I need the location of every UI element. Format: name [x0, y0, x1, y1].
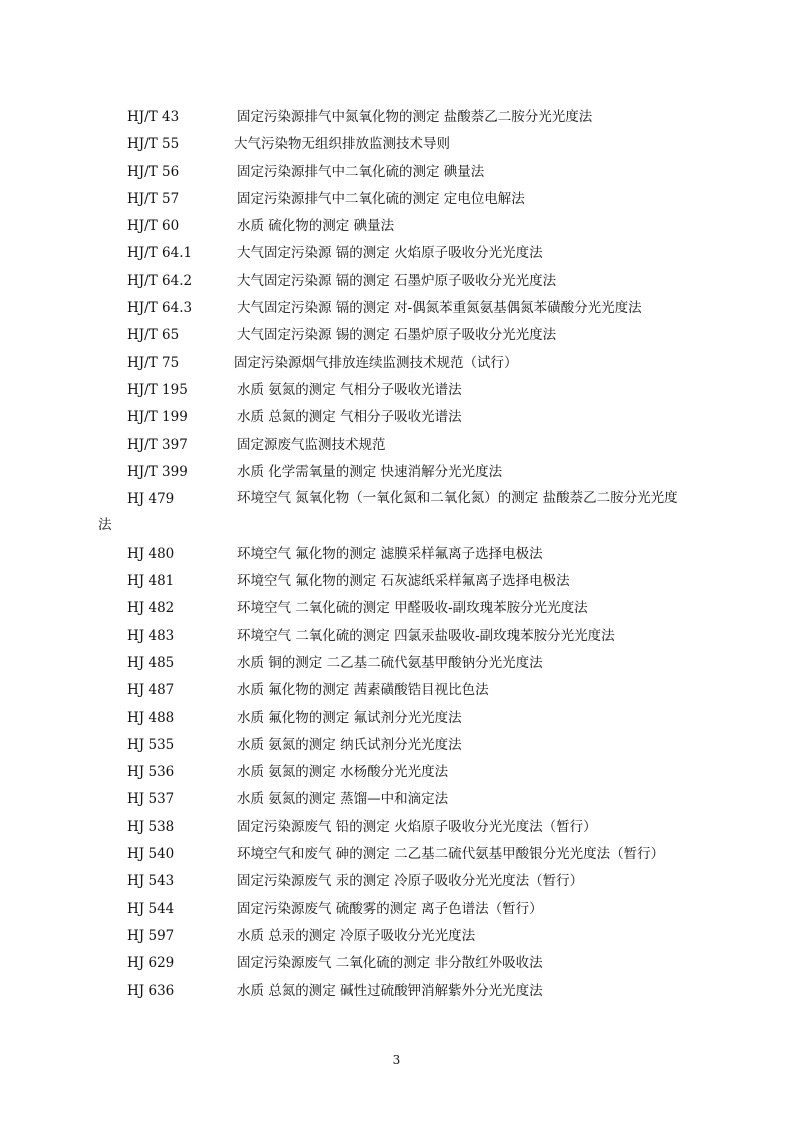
standard-row — [0, 923, 793, 950]
standard-title: 大气污染物无组织排放监测技术导则 — [234, 136, 450, 153]
standard-title: 水质 化学需氧量的测定 快速消解分光光度法 — [237, 463, 503, 480]
standard-title: 固定污染源废气 汞的测定 冷原子吸收分光光度法（暂行） — [237, 873, 584, 890]
standard-title-main: 环境空气 氮氧化物（一氧化氮和二氧化氮）的测定 盐酸萘乙二胺分光光度 — [237, 490, 678, 507]
standard-code: HJ 488 — [127, 709, 175, 726]
standard-row — [0, 432, 793, 459]
standard-row — [0, 623, 793, 650]
standard-code: HJ/T 56 — [127, 163, 180, 180]
standard-row — [0, 159, 793, 186]
standard-title: 水质 氨氮的测定 纳氏试剂分光光度法 — [237, 736, 462, 753]
standard-row — [0, 568, 793, 595]
standard-code: HJ 544 — [127, 900, 175, 917]
standard-title: 水质 硫化物的测定 碘量法 — [237, 218, 395, 235]
standard-row — [0, 650, 793, 677]
standard-row — [0, 131, 793, 158]
standard-title: 水质 铜的测定 二乙基二硫代氨基甲酸钠分光光度法 — [237, 654, 543, 671]
standard-title: 大气固定污染源 镉的测定 火焰原子吸收分光光度法 — [237, 245, 543, 262]
standard-code: HJ/T 55 — [127, 136, 180, 153]
standard-title: 环境空气和废气 砷的测定 二乙基二硫代氨基甲酸银分光光度法（暂行） — [237, 846, 665, 863]
standard-code: HJ/T 64.1 — [127, 245, 193, 262]
standard-code: HJ 538 — [127, 818, 175, 835]
standard-title: 水质 总氮的测定 气相分子吸收光谱法 — [237, 409, 462, 426]
standard-title: 水质 氟化物的测定 茜素磺酸锆目视比色法 — [237, 682, 489, 699]
standard-code: HJ 480 — [127, 545, 175, 562]
standard-title: 环境空气 二氧化硫的测定 四氯汞盐吸收-副玫瑰苯胺分光光度法 — [237, 627, 615, 644]
standard-title: 固定源废气监测技术规范 — [237, 436, 386, 453]
standard-row — [0, 295, 793, 322]
standard-code: HJ/T 64.3 — [127, 300, 193, 317]
standard-title: 水质 氟化物的测定 氟试剂分光光度法 — [237, 709, 462, 726]
standard-code: HJ 543 — [127, 873, 175, 890]
standard-code: HJ 479 — [127, 491, 175, 508]
standard-code: HJ/T 57 — [127, 190, 180, 207]
standard-row — [0, 377, 793, 404]
standard-row — [0, 104, 793, 131]
standard-code: HJ/T 397 — [127, 436, 188, 453]
standard-row — [0, 950, 793, 977]
standard-code: HJ/T 199 — [127, 409, 188, 426]
standard-code: HJ 629 — [127, 955, 175, 972]
standard-code: HJ 636 — [127, 982, 175, 999]
standard-row — [0, 404, 793, 431]
standard-row — [0, 595, 793, 622]
standard-row — [0, 268, 793, 295]
standard-title: 水质 总汞的测定 冷原子吸收分光光度法 — [237, 927, 476, 944]
standard-code: HJ/T 43 — [127, 109, 180, 125]
standard-code: HJ 487 — [127, 682, 175, 699]
standard-code: HJ 537 — [127, 791, 175, 808]
standard-title: 大气固定污染源 镉的测定 对-偶氮苯重氮氨基偶氮苯磺酸分光光度法 — [237, 300, 642, 317]
standard-title: 大气固定污染源 锡的测定 石墨炉原子吸收分光光度法 — [237, 327, 557, 344]
standard-row — [0, 841, 793, 868]
standard-title: 固定污染源废气 二氧化硫的测定 非分散红外吸收法 — [237, 955, 543, 972]
standard-title: 水质 氨氮的测定 水杨酸分光光度法 — [237, 764, 449, 781]
standard-row — [0, 213, 793, 240]
standard-row — [0, 486, 793, 541]
standard-row — [0, 322, 793, 349]
standard-code: HJ 535 — [127, 736, 175, 753]
standard-code: HJ 483 — [127, 627, 175, 644]
standard-title: 水质 总氮的测定 碱性过硫酸钾消解紫外分光光度法 — [237, 982, 543, 999]
standard-row — [0, 240, 793, 267]
standard-code: HJ 482 — [127, 600, 175, 617]
standard-title: 环境空气 氟化物的测定 石灰滤纸采样氟离子选择电极法 — [237, 573, 570, 590]
standard-title: 固定污染源烟气排放连续监测技术规范（试行） — [234, 354, 518, 371]
standard-title-continuation: 法 — [98, 517, 112, 534]
standard-code: HJ 597 — [127, 927, 175, 944]
standard-code: HJ/T 195 — [127, 381, 188, 398]
standard-row — [0, 786, 793, 813]
standard-row — [0, 759, 793, 786]
standard-title: 固定污染源排气中二氧化硫的测定 定电位电解法 — [237, 190, 525, 207]
standard-row — [0, 541, 793, 568]
standard-code: HJ 536 — [127, 764, 175, 781]
standard-code: HJ/T 75 — [127, 354, 180, 371]
standard-row — [0, 732, 793, 759]
standard-code: HJ/T 64.2 — [127, 272, 193, 289]
standard-code: HJ 481 — [127, 573, 175, 590]
page-number: 3 — [392, 1053, 401, 1067]
standard-row — [0, 868, 793, 895]
standard-row — [0, 186, 793, 213]
standard-code: HJ/T 60 — [127, 218, 180, 235]
standard-row — [0, 978, 793, 1005]
standard-row — [0, 677, 793, 704]
standard-title: 大气固定污染源 镉的测定 石墨炉原子吸收分光光度法 — [237, 272, 557, 289]
standard-row — [0, 350, 793, 377]
standard-code: HJ/T 65 — [127, 327, 180, 344]
standard-row — [0, 814, 793, 841]
standard-title: 固定污染源废气 硫酸雾的测定 离子色谱法（暂行） — [237, 900, 543, 917]
standard-title: 固定污染源废气 铅的测定 火焰原子吸收分光光度法（暂行） — [237, 818, 597, 835]
standard-title: 环境空气 二氧化硫的测定 甲醛吸收-副玫瑰苯胺分光光度法 — [237, 600, 588, 617]
standard-title: 固定污染源排气中二氧化硫的测定 碘量法 — [237, 163, 485, 180]
standard-code: HJ/T 399 — [127, 463, 188, 480]
standard-row — [0, 459, 793, 486]
standard-code: HJ 540 — [127, 846, 175, 863]
standard-title: 水质 氨氮的测定 蒸馏—中和滴定法 — [237, 791, 449, 808]
standard-title: 固定污染源排气中氮氧化物的测定 盐酸萘乙二胺分光光度法 — [237, 109, 593, 125]
standard-row — [0, 705, 793, 732]
standard-title: 环境空气 氟化物的测定 滤膜采样氟离子选择电极法 — [237, 545, 543, 562]
standard-row — [0, 896, 793, 923]
standard-title: 水质 氨氮的测定 气相分子吸收光谱法 — [237, 381, 462, 398]
standards-list — [0, 104, 793, 1005]
standard-code: HJ 485 — [127, 654, 175, 671]
